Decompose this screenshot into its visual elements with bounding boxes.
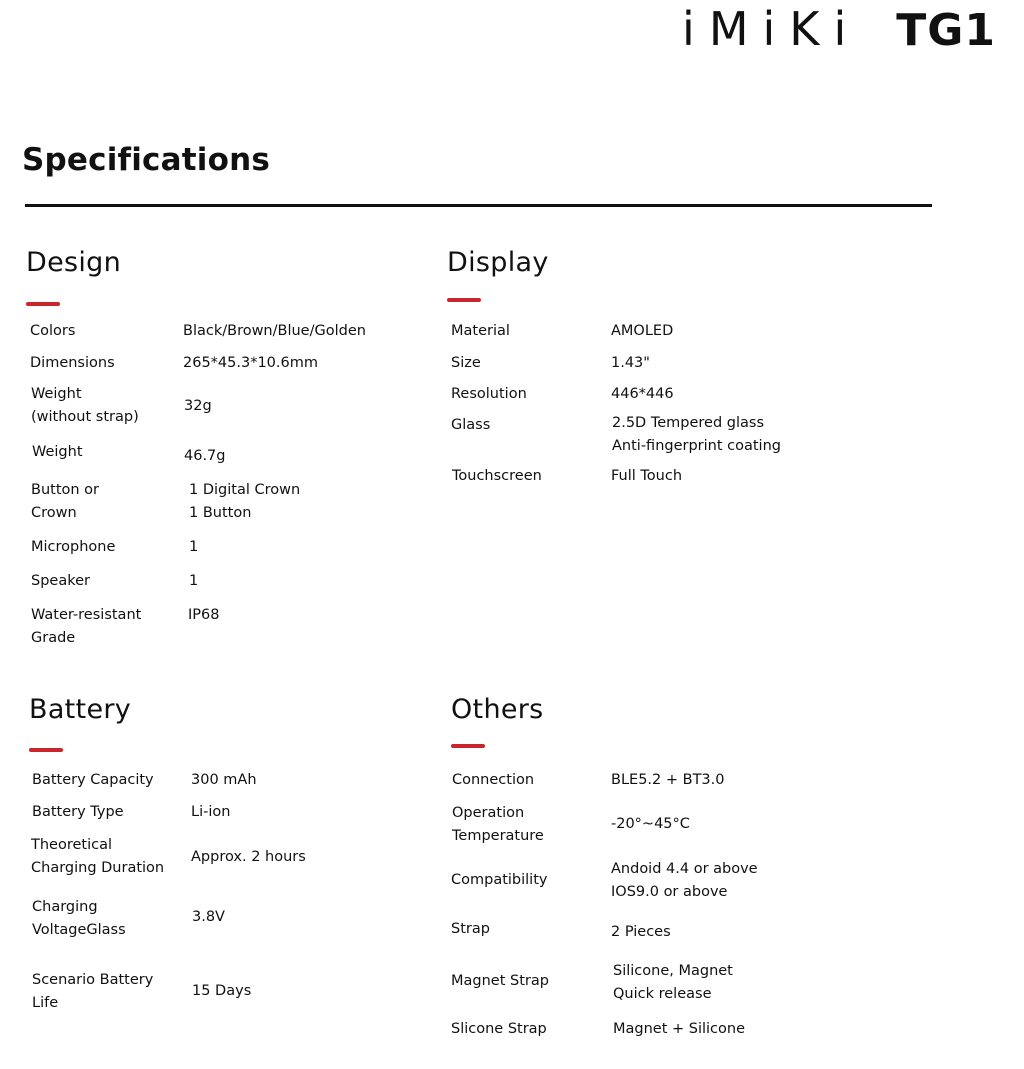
spec-label: Theoretical Charging Duration — [31, 837, 165, 876]
spec-value: 1.43" — [611, 355, 650, 371]
spec-value: 2.5D Tempered glass Anti-fingerprint coating — [612, 415, 781, 454]
spec-value: 2 Pieces — [611, 924, 671, 940]
spec-label: Touchscreen — [452, 468, 542, 484]
spec-value: Black/Brown/Blue/Golden — [183, 323, 366, 339]
spec-value: AMOLED — [611, 323, 674, 339]
section-others — [451, 693, 851, 1053]
spec-label: Glass — [451, 417, 491, 433]
spec-label: Weight — [32, 444, 83, 460]
brand-logo: iMiKi — [682, 2, 861, 56]
page-title: Specifications — [22, 142, 271, 178]
section-accent-bar — [26, 302, 60, 306]
spec-label: Strap — [451, 921, 490, 937]
spec-label: Water-resistant Grade — [31, 607, 142, 646]
section-heading: Others — [451, 694, 544, 725]
section-accent-bar — [451, 744, 485, 748]
spec-value: 15 Days — [192, 983, 252, 999]
spec-value: IP68 — [188, 607, 220, 623]
spec-value: Approx. 2 hours — [191, 849, 306, 865]
spec-value: Full Touch — [611, 468, 683, 484]
spec-label: Button or Crown — [31, 482, 100, 521]
section-design — [26, 246, 426, 666]
spec-value: 300 mAh — [191, 772, 257, 788]
section-battery — [29, 693, 429, 1033]
spec-value: Silicone, Magnet Quick release — [613, 963, 733, 1002]
section-heading: Design — [26, 247, 122, 278]
spec-label: Resolution — [451, 386, 527, 402]
spec-value: 46.7g — [184, 448, 226, 464]
spec-label: Size — [451, 355, 481, 371]
spec-value: 1 Digital Crown 1 Button — [189, 482, 301, 521]
spec-label: Magnet Strap — [451, 973, 549, 989]
spec-label: Compatibility — [451, 872, 548, 888]
brand-model: TG1 — [896, 5, 996, 56]
spec-label: Dimensions — [30, 355, 115, 371]
spec-value: Li-ion — [191, 804, 231, 820]
section-accent-bar — [447, 298, 481, 302]
section-heading: Display — [447, 247, 549, 278]
spec-value: Andoid 4.4 or above IOS9.0 or above — [611, 861, 758, 900]
spec-label: Material — [451, 323, 510, 339]
spec-label: Charging VoltageGlass — [32, 899, 126, 938]
spec-label: Connection — [452, 772, 535, 788]
section-accent-bar — [29, 748, 63, 752]
section-heading: Battery — [29, 694, 132, 725]
spec-value: 1 — [189, 539, 199, 555]
spec-label: Speaker — [31, 573, 90, 589]
spec-label: Scenario Battery Life — [32, 972, 154, 1011]
spec-value: 3.8V — [192, 909, 225, 925]
spec-label: Battery Capacity — [32, 772, 154, 788]
spec-value: BLE5.2 + BT3.0 — [611, 772, 725, 788]
spec-value: Magnet + Silicone — [613, 1021, 746, 1037]
spec-value: 1 — [189, 573, 199, 589]
spec-label: Slicone Strap — [451, 1021, 547, 1037]
spec-value: -20°~45°C — [611, 816, 690, 832]
spec-label: Microphone — [31, 539, 116, 555]
spec-label: Battery Type — [32, 804, 124, 820]
title-divider — [25, 204, 932, 207]
spec-label: Colors — [30, 323, 76, 339]
spec-value: 32g — [184, 398, 212, 414]
spec-value: 446*446 — [611, 386, 674, 402]
spec-value: 265*45.3*10.6mm — [183, 355, 318, 371]
spec-label: Operation Temperature — [452, 805, 544, 844]
spec-label: Weight (without strap) — [31, 386, 139, 425]
section-display — [447, 246, 847, 506]
brand-header — [682, 2, 996, 56]
